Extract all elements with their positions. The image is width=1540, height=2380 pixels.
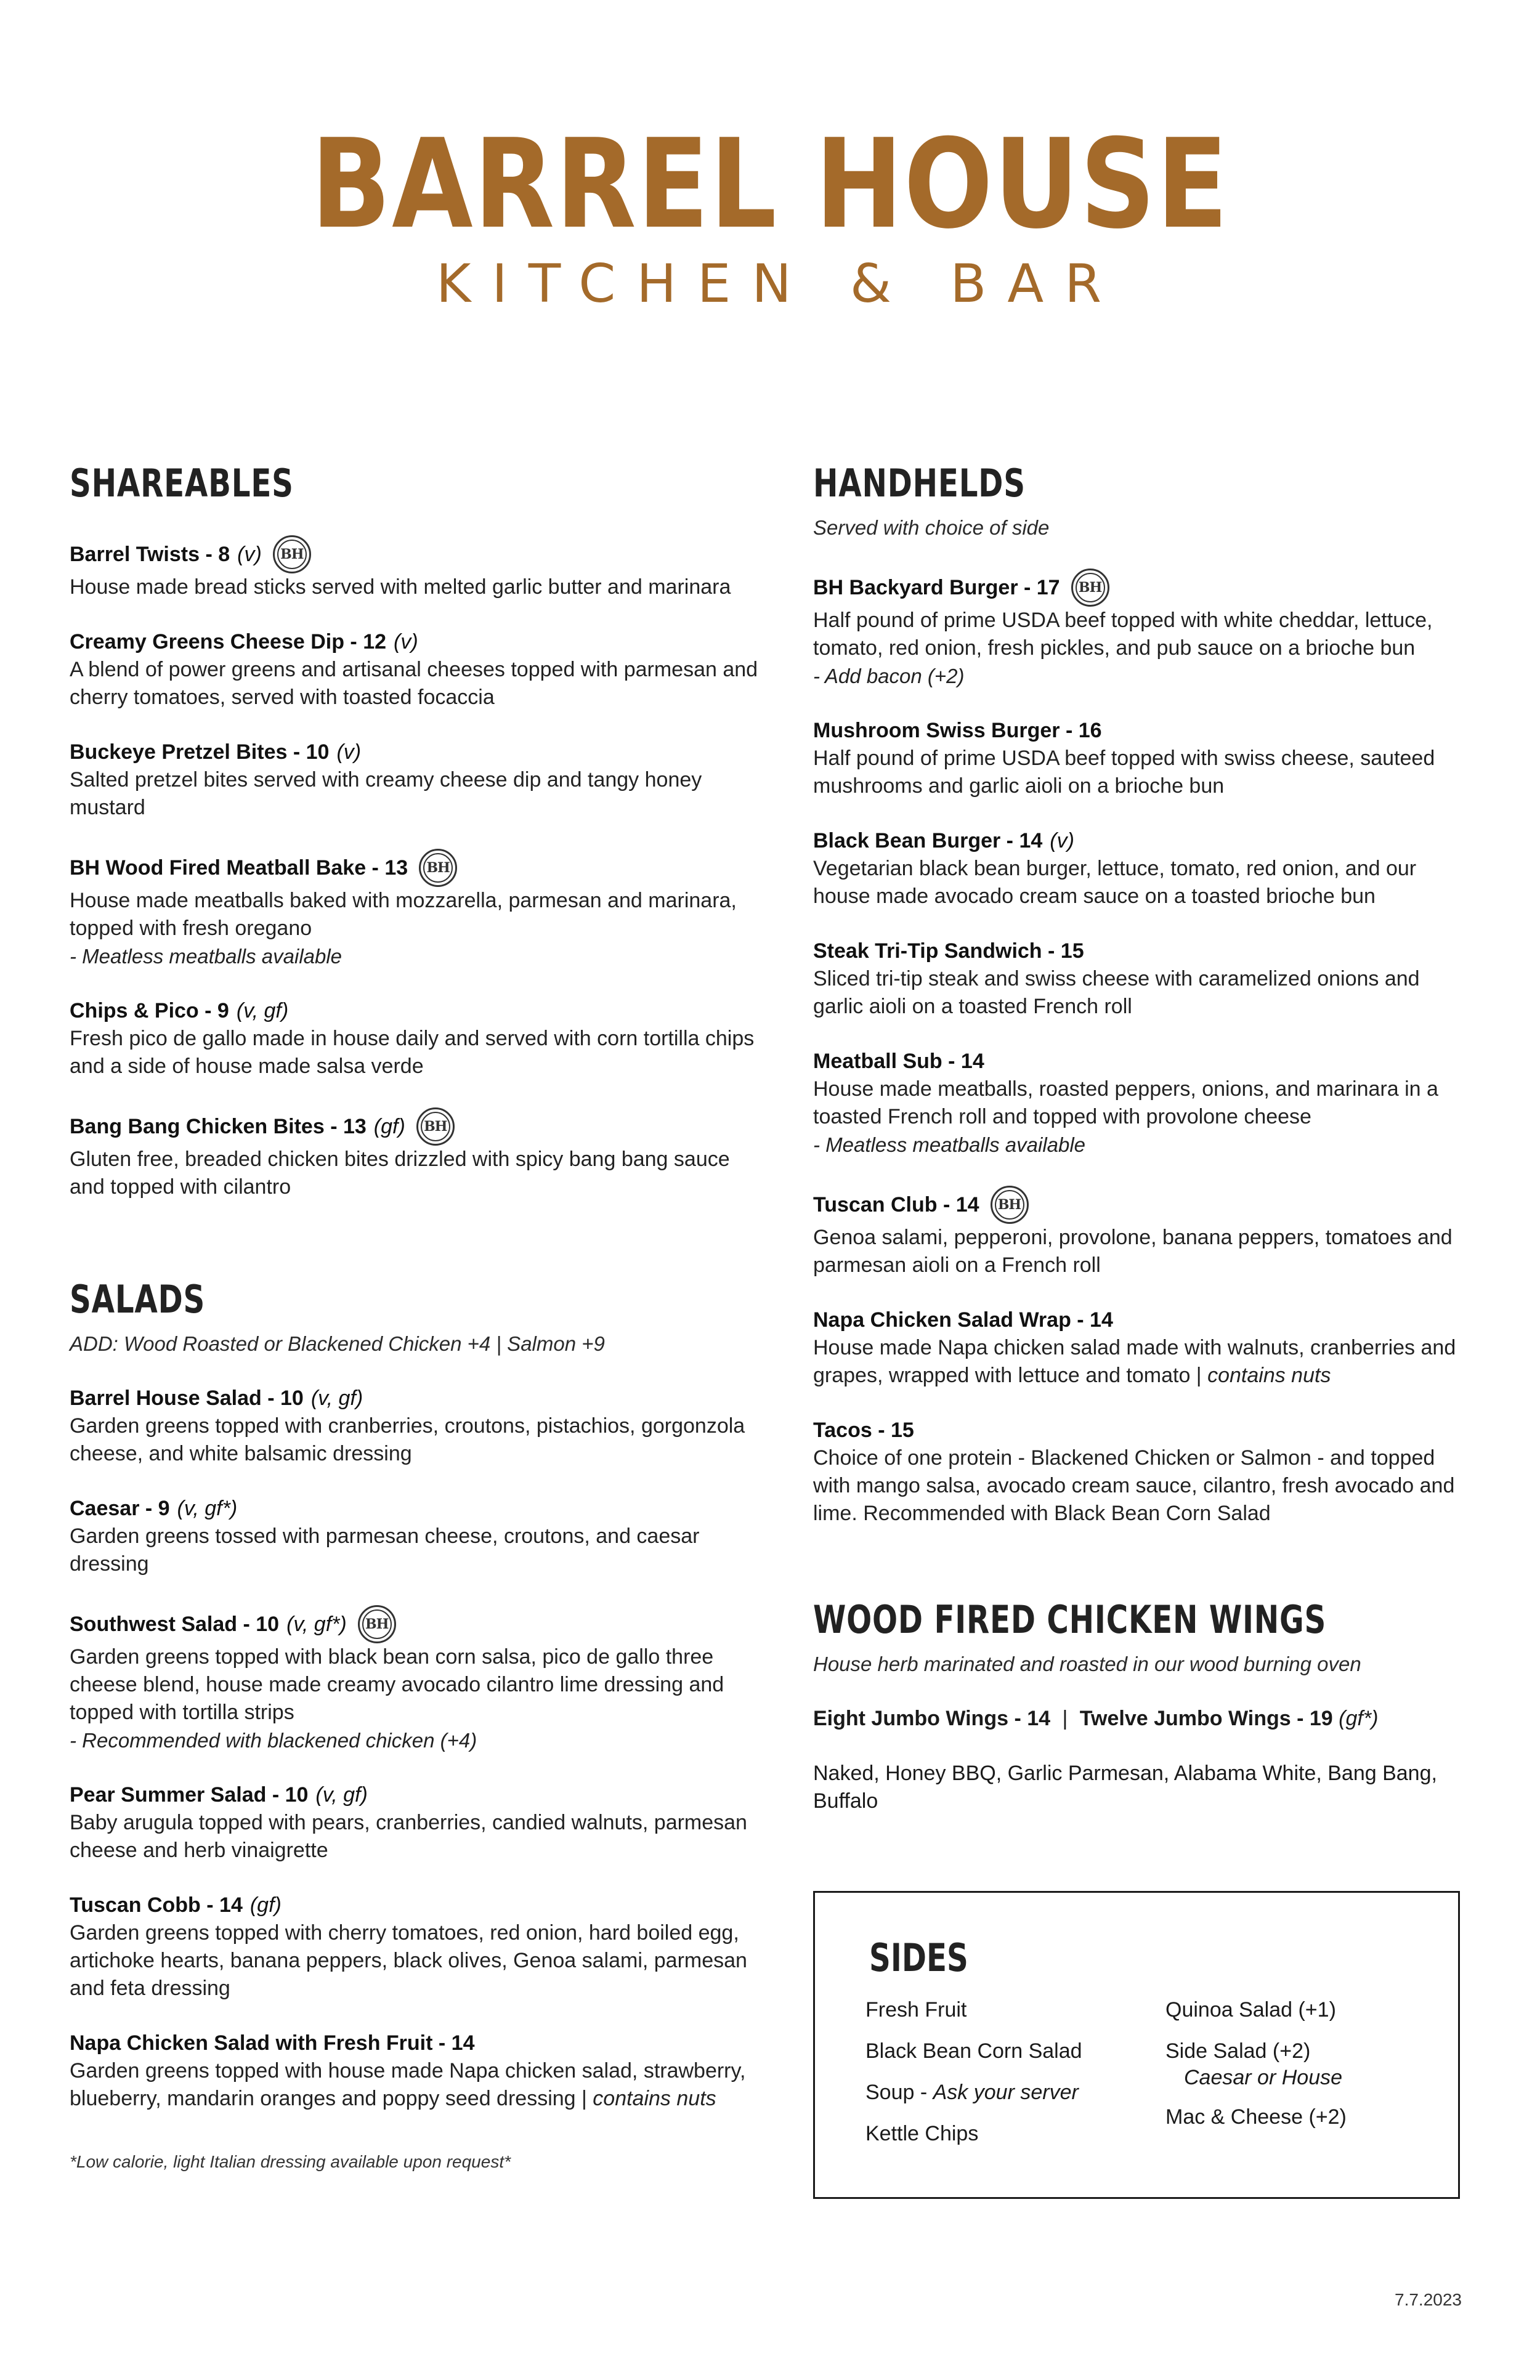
menu-item-description bbox=[813, 607, 1472, 662]
handhelds-note: Served with choice of side bbox=[813, 516, 1050, 539]
menu-item-name: Pear Summer Salad - 10 bbox=[70, 1783, 309, 1807]
menu-item bbox=[70, 1605, 760, 1754]
side-item bbox=[865, 2079, 1082, 2107]
menu-item bbox=[813, 1048, 1472, 1159]
bh-signature-icon bbox=[1071, 569, 1109, 607]
menu-item-title bbox=[70, 1107, 760, 1146]
bh-signature-icon-text: BH bbox=[426, 859, 450, 876]
menu-item bbox=[813, 1417, 1472, 1528]
dietary-tag: (v) bbox=[336, 740, 362, 764]
dressing-footnote: *Low calorie, light Italian dressing available upon request* bbox=[70, 2152, 511, 2171]
menu-item-name: Meatball Sub - 14 bbox=[813, 1050, 984, 1073]
menu-item-description bbox=[70, 656, 760, 711]
menu-item-description bbox=[70, 1809, 760, 1864]
wings-title: WOOD FIRED CHICKEN WINGS bbox=[813, 1597, 1327, 1642]
menu-item-description-text: Sliced tri-tip steak and swiss cheese with caramelized onions and garlic aioli on a toasted French roll bbox=[813, 967, 1420, 1018]
menu-item-description bbox=[813, 1444, 1472, 1528]
menu-item bbox=[813, 569, 1472, 690]
side-item-label: Side Salad (+2) bbox=[1165, 2039, 1311, 2063]
logo-title: BARREL HOUSE bbox=[310, 113, 1230, 256]
menu-item-name: Tacos - 15 bbox=[813, 1419, 914, 1442]
wings-options bbox=[813, 1705, 1472, 1733]
menu-item-title bbox=[70, 739, 760, 766]
menu-item-name: Bang Bang Chicken Bites - 13 bbox=[70, 1114, 367, 1138]
salads-title: SALADS bbox=[70, 1277, 206, 1322]
right-column bbox=[813, 459, 1472, 1815]
side-item-note: Caesar or House bbox=[1184, 2066, 1343, 2089]
menu-item-description bbox=[70, 887, 760, 942]
menu-item-name: BH Wood Fired Meatball Bake - 13 bbox=[70, 856, 408, 880]
menu-item-description bbox=[813, 965, 1472, 1021]
side-item-note: Ask your server bbox=[933, 2081, 1079, 2104]
menu-item-description-text: Garden greens tossed with parmesan cheese, croutons, and caesar dressing bbox=[70, 1524, 700, 1576]
menu-item-description-text: House made bread sticks served with melted garlic butter and marinara bbox=[70, 575, 731, 599]
side-item: Fresh Fruit bbox=[865, 1998, 967, 2022]
handhelds-list bbox=[813, 569, 1472, 1528]
menu-item-description bbox=[813, 1334, 1472, 1390]
menu-item bbox=[813, 1306, 1472, 1390]
menu-item-title bbox=[70, 1892, 760, 1919]
bh-signature-icon bbox=[991, 1186, 1029, 1224]
menu-item bbox=[70, 739, 760, 822]
wings-option-tag: (gf*) bbox=[1339, 1707, 1379, 1730]
wings-note: House herb marinated and roasted in our wood burning oven bbox=[813, 1653, 1361, 1675]
menu-item-description bbox=[813, 1075, 1472, 1131]
dietary-tag: (v) bbox=[1050, 829, 1074, 852]
menu-item-description-text: Baby arugula topped with pears, cranberries, candied walnuts, parmesan cheese and herb vinaigrette bbox=[70, 1811, 747, 1862]
menu-item-description-text: Half pound of prime USDA beef topped with swiss cheese, sauteed mushrooms and garlic aioli on a brioche bun bbox=[813, 747, 1435, 798]
dietary-tag: (v, gf*) bbox=[177, 1497, 238, 1520]
menu-item-title bbox=[70, 1385, 760, 1412]
menu-item-description bbox=[70, 573, 760, 601]
salads-section bbox=[70, 1275, 760, 2174]
bh-signature-icon bbox=[273, 535, 311, 573]
menu-item-name: Black Bean Burger - 14 bbox=[813, 829, 1043, 852]
side-item-label: Soup - bbox=[865, 2081, 933, 2104]
dietary-tag: (v, gf) bbox=[236, 999, 289, 1022]
menu-item bbox=[813, 1186, 1472, 1279]
menu-item-title bbox=[813, 937, 1472, 965]
menu-item-title bbox=[813, 1417, 1472, 1444]
bh-signature-icon-text: BH bbox=[997, 1196, 1021, 1213]
menu-item-note: - Meatless meatballs available bbox=[813, 1133, 1086, 1156]
menu-item-description-text: Garden greens topped with cherry tomatoes, red onion, hard boiled egg, artichoke hearts, banana peppers, black olives, Genoa salami, parmesan and feta dressing bbox=[70, 1921, 747, 2000]
menu-item bbox=[70, 628, 760, 711]
bh-signature-icon-text: BH bbox=[365, 1616, 389, 1632]
menu-item-description bbox=[70, 1919, 760, 2002]
bh-signature-icon-text: BH bbox=[280, 546, 304, 562]
menu-item-description bbox=[70, 1412, 760, 1468]
handhelds-title: HANDHELDS bbox=[813, 461, 1026, 506]
menu-item bbox=[70, 1781, 760, 1864]
menu-item-description bbox=[70, 1146, 760, 1201]
menu-item-name: Mushroom Swiss Burger - 16 bbox=[813, 719, 1102, 742]
menu-item-name: Barrel Twists - 8 bbox=[70, 542, 230, 566]
menu-item-title bbox=[70, 628, 760, 656]
menu-item bbox=[813, 937, 1472, 1021]
side-item bbox=[1165, 2038, 1347, 2090]
menu-item-title bbox=[70, 849, 760, 887]
menu-item-title bbox=[70, 1495, 760, 1523]
menu-item-description bbox=[70, 766, 760, 822]
menu-item-title bbox=[813, 1186, 1472, 1224]
menu-item bbox=[813, 717, 1472, 800]
menu-item-description-text: Salted pretzel bites served with creamy cheese dip and tangy honey mustard bbox=[70, 768, 702, 819]
dietary-tag: (v, gf*) bbox=[286, 1612, 347, 1636]
sides-column-1 bbox=[865, 1996, 1082, 2161]
side-item: Quinoa Salad (+1) bbox=[1165, 1998, 1336, 2022]
shareables-list bbox=[70, 535, 760, 1201]
menu-item bbox=[813, 827, 1472, 910]
salads-list bbox=[70, 1385, 760, 2113]
menu-item-name: Barrel House Salad - 10 bbox=[70, 1386, 304, 1410]
menu-item-description bbox=[813, 1224, 1472, 1279]
bh-signature-icon bbox=[419, 849, 457, 887]
menu-item-description-text: Half pound of prime USDA beef topped with white cheddar, lettuce, tomato, red onion, fresh pickles, and pub sauce on a brioche bun bbox=[813, 609, 1433, 660]
left-column bbox=[70, 459, 760, 2174]
menu-item-description-text: House made meatballs, roasted peppers, onions, and marinara in a toasted French roll and topped with provolone cheese bbox=[813, 1077, 1438, 1128]
menu-item-description bbox=[813, 855, 1472, 910]
shareables-title: SHAREABLES bbox=[70, 461, 294, 506]
menu-item-description-text: Vegetarian black bean burger, lettuce, tomato, red onion, and our house made avocado cream sauce on a toasted brioche bun bbox=[813, 857, 1417, 908]
menu-item-name: Tuscan Cobb - 14 bbox=[70, 1893, 243, 1917]
menu-item-name: Southwest Salad - 10 bbox=[70, 1612, 280, 1636]
menu-item-name: Napa Chicken Salad with Fresh Fruit - 14 bbox=[70, 2031, 475, 2055]
dietary-tag: (v, gf) bbox=[310, 1386, 363, 1410]
menu-item-name: Caesar - 9 bbox=[70, 1497, 170, 1520]
menu-item-description bbox=[70, 1025, 760, 1080]
menu-item-description-text: Genoa salami, pepperoni, provolone, banana peppers, tomatoes and parmesan aioli on a French roll bbox=[813, 1226, 1453, 1277]
wings-option-twelve: Twelve Jumbo Wings - 19 bbox=[1079, 1707, 1333, 1730]
menu-item-title bbox=[70, 535, 760, 573]
menu-item-description-text: House made meatballs baked with mozzarella, parmesan and marinara, topped with fresh oregano bbox=[70, 889, 737, 940]
menu-item-description-text: Garden greens topped with house made Napa chicken salad, strawberry, blueberry, mandarin oranges and poppy seed dressing | bbox=[70, 2059, 746, 2110]
menu-item-name: Buckeye Pretzel Bites - 10 bbox=[70, 740, 330, 764]
sides-box bbox=[813, 1891, 1460, 2199]
dietary-tag: (gf) bbox=[249, 1893, 282, 1917]
wings-option-eight: Eight Jumbo Wings - 14 bbox=[813, 1707, 1051, 1730]
side-item: Kettle Chips bbox=[865, 2122, 979, 2145]
side-item: Mac & Cheese (+2) bbox=[1165, 2105, 1347, 2129]
sides-title: SIDES bbox=[869, 1935, 968, 1980]
menu-item-note: - Add bacon (+2) bbox=[813, 665, 965, 687]
menu-item-note: - Recommended with blackened chicken (+4) bbox=[70, 1729, 477, 1752]
menu-item-description bbox=[813, 745, 1472, 800]
menu-item-title bbox=[70, 2030, 760, 2057]
menu-item bbox=[70, 1495, 760, 1578]
handhelds-section bbox=[813, 459, 1472, 1528]
menu-item-name: Chips & Pico - 9 bbox=[70, 999, 229, 1022]
bh-signature-icon bbox=[416, 1107, 455, 1146]
dietary-tag: (v, gf) bbox=[315, 1783, 368, 1807]
menu-item-name: Napa Chicken Salad Wrap - 14 bbox=[813, 1308, 1113, 1332]
menu-item-title bbox=[813, 1306, 1472, 1334]
logo-subtitle: KITCHEN & BAR bbox=[436, 253, 1122, 315]
bh-signature-icon-text: BH bbox=[424, 1118, 447, 1135]
menu-item-description bbox=[70, 1643, 760, 1726]
menu-item-name: Creamy Greens Cheese Dip - 12 bbox=[70, 630, 387, 654]
dietary-tag: (gf) bbox=[373, 1114, 405, 1138]
dietary-tag: (v) bbox=[237, 542, 262, 566]
menu-item bbox=[70, 1107, 760, 1201]
menu-item bbox=[70, 1385, 760, 1468]
menu-item-description-text: Garden greens topped with black bean corn salsa, pico de gallo three cheese blend, house made creamy avocado cilantro lime dressing and topped with tortilla strips bbox=[70, 1645, 724, 1724]
menu-item-title bbox=[813, 1048, 1472, 1075]
menu-item bbox=[70, 1892, 760, 2002]
menu-item-title bbox=[70, 997, 760, 1025]
menu-item-name: Tuscan Club - 14 bbox=[813, 1192, 979, 1216]
allergen-note: contains nuts bbox=[593, 2087, 716, 2110]
menu-item-description bbox=[70, 2057, 760, 2113]
menu-item-title bbox=[813, 717, 1472, 745]
menu-item bbox=[70, 535, 760, 601]
wings-separator: | bbox=[1062, 1707, 1068, 1730]
menu-item-description-text: House made Napa chicken salad made with walnuts, cranberries and grapes, wrapped with lettuce and tomato | bbox=[813, 1336, 1456, 1387]
menu-item-title bbox=[70, 1605, 760, 1643]
logo bbox=[0, 113, 1540, 315]
menu-item-title bbox=[813, 569, 1472, 607]
allergen-note: contains nuts bbox=[1207, 1364, 1331, 1387]
menu-item-name: BH Backyard Burger - 17 bbox=[813, 575, 1060, 599]
menu-item-title bbox=[70, 1781, 760, 1809]
bh-signature-icon bbox=[358, 1605, 396, 1643]
bh-signature-icon-text: BH bbox=[1078, 579, 1102, 596]
menu-item-description-text: Garden greens topped with cranberries, croutons, pistachios, gorgonzola cheese, and white balsamic dressing bbox=[70, 1414, 745, 1465]
menu-item-description bbox=[70, 1523, 760, 1578]
salads-add-note: ADD: Wood Roasted or Blackened Chicken +4 | Salmon +9 bbox=[70, 1332, 605, 1355]
wings-section bbox=[813, 1595, 1472, 1815]
menu-item bbox=[70, 2030, 760, 2113]
menu-item-description-text: A blend of power greens and artisanal cheeses topped with parmesan and cherry tomatoes, served with toasted focaccia bbox=[70, 658, 758, 709]
dietary-tag: (v) bbox=[394, 630, 418, 654]
menu-item bbox=[70, 849, 760, 970]
shareables-section bbox=[70, 459, 760, 1201]
menu-item bbox=[70, 997, 760, 1080]
menu-item-note: - Meatless meatballs available bbox=[70, 945, 342, 968]
menu-item-name: Steak Tri-Tip Sandwich - 15 bbox=[813, 939, 1084, 963]
menu-item-description-text: Choice of one protein - Blackened Chicken or Salmon - and topped with mango salsa, avocado cream sauce, cilantro, fresh avocado and lime. Recommended with Black Bean Corn Salad bbox=[813, 1446, 1455, 1525]
wings-flavors: Naked, Honey BBQ, Garlic Parmesan, Alabama White, Bang Bang, Buffalo bbox=[813, 1762, 1437, 1813]
menu-item-title bbox=[813, 827, 1472, 855]
menu-item-description-text: Gluten free, breaded chicken bites drizzled with spicy bang bang sauce and topped with cilantro bbox=[70, 1148, 730, 1199]
sides-column-2 bbox=[1165, 1996, 1347, 2145]
side-item: Black Bean Corn Salad bbox=[865, 2039, 1082, 2063]
menu-date: 7.7.2023 bbox=[1395, 2290, 1462, 2309]
menu-item-description-text: Fresh pico de gallo made in house daily and served with corn tortilla chips and a side of house made salsa verde bbox=[70, 1027, 755, 1078]
